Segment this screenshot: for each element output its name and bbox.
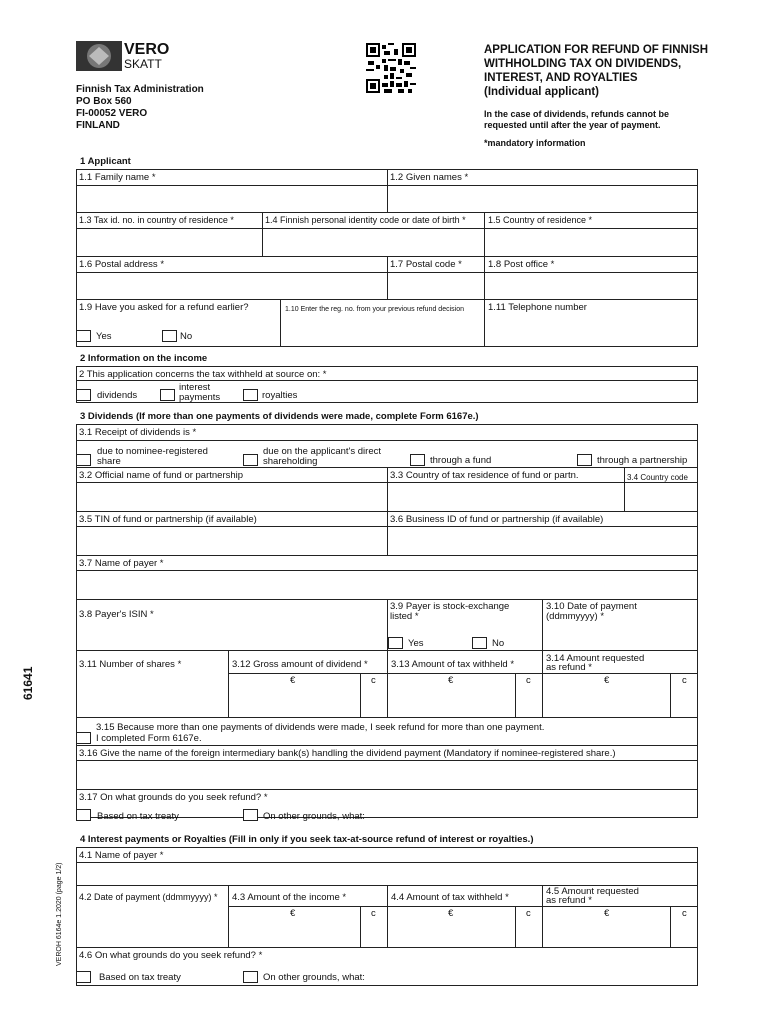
through-partnership-checkbox[interactable] xyxy=(577,454,592,466)
interest-requested-label-2: as refund * xyxy=(546,895,592,906)
withheld-euro-label: € xyxy=(448,675,454,686)
interest-other-grounds-label: On other grounds, what: xyxy=(263,972,365,983)
nominee-checkbox[interactable] xyxy=(76,454,91,466)
country-code-label: 3.4 Country code xyxy=(627,473,688,482)
interest-requested-euro-label: € xyxy=(604,908,610,919)
refund-note: requested until after the year of payment. xyxy=(484,120,661,130)
tin-label: 3.5 TIN of fund or partnership (if available) xyxy=(79,514,257,525)
interest-other-grounds-field[interactable] xyxy=(380,967,696,985)
withheld-amount-field[interactable] xyxy=(388,686,541,716)
interest-requested-field[interactable] xyxy=(543,919,697,946)
title-line: INTEREST, AND ROYALTIES xyxy=(484,72,638,84)
gross-euro-label: € xyxy=(290,675,296,686)
requested-euro-label: € xyxy=(604,675,610,686)
section-1-heading: 1 Applicant xyxy=(80,156,131,167)
interest-other-grounds-checkbox[interactable] xyxy=(243,971,258,983)
fund-name-field[interactable] xyxy=(77,483,386,510)
through-fund-label: through a fund xyxy=(430,455,492,466)
mandatory-note: *mandatory information xyxy=(484,138,586,148)
business-id-field[interactable] xyxy=(388,527,697,554)
tax-id-label: 1.3 Tax id. no. in country of residence * xyxy=(79,215,234,225)
business-id-label: 3.6 Business ID of fund or partnership (if available) xyxy=(390,514,604,525)
gross-amount-field[interactable] xyxy=(229,686,386,716)
personal-id-field[interactable] xyxy=(263,229,483,255)
interest-label: interest xyxy=(179,382,211,393)
listed-yes-label: Yes xyxy=(408,638,424,649)
multiple-payments-text: 3.15 Because more than one payments of dividends were made, I seek refund for more than one payment. xyxy=(96,722,545,733)
interest-tax-treaty-checkbox[interactable] xyxy=(76,971,91,983)
listed-yes-checkbox[interactable] xyxy=(388,637,403,649)
country-label: 1.5 Country of residence * xyxy=(488,215,593,225)
receipt-label: 3.1 Receipt of dividends is * xyxy=(79,427,197,438)
payment-date-field[interactable] xyxy=(543,622,697,649)
address-line: PO Box 560 xyxy=(76,96,132,107)
through-fund-checkbox[interactable] xyxy=(410,454,425,466)
section-3-heading: 3 Dividends (If more than one payments of dividends were made, complete Form 6167e.) xyxy=(80,411,479,422)
interest-withheld-cent-label: c xyxy=(526,908,531,919)
isin-field[interactable] xyxy=(77,600,386,649)
shares-field[interactable] xyxy=(77,674,227,716)
interest-payments-checkbox[interactable] xyxy=(160,389,175,401)
nominee-label: due to nominee-registered xyxy=(97,446,208,457)
logo-vero-text: VERO xyxy=(124,41,170,58)
payments-label: payments xyxy=(179,392,221,403)
interest-payer-label: 4.1 Name of payer * xyxy=(79,850,164,861)
interest-withheld-euro-label: € xyxy=(448,908,454,919)
direct-label: due on the applicant's direct xyxy=(263,446,382,457)
requested-amount-field[interactable] xyxy=(543,686,697,716)
gross-label: 3.12 Gross amount of dividend * xyxy=(232,659,368,670)
family-name-label: 1.1 Family name * xyxy=(79,172,156,183)
royalties-checkbox[interactable] xyxy=(243,389,258,401)
other-grounds-field[interactable] xyxy=(380,806,696,817)
income-cent-label: c xyxy=(371,908,376,919)
listed-no-label: No xyxy=(492,638,505,649)
postal-code-label: 1.7 Postal code * xyxy=(390,259,462,270)
multiple-payments-text-2: I completed Form 6167e. xyxy=(96,733,202,744)
refund-earlier-label: 1.9 Have you asked for a refund earlier? xyxy=(79,302,249,313)
income-amount-label: 4.3 Amount of the income * xyxy=(232,892,347,903)
given-names-field[interactable] xyxy=(388,186,697,211)
dividends-checkbox[interactable] xyxy=(76,389,91,401)
listed-label-2: listed * xyxy=(390,611,419,622)
interest-grounds-label: 4.6 On what grounds do you seek refund? * xyxy=(79,950,263,961)
requested-cent-label: c xyxy=(682,675,687,686)
payment-date-label-2: (ddmmyyyy) * xyxy=(546,611,605,622)
address-line: Finnish Tax Administration xyxy=(76,84,204,95)
intermediary-bank-label: 3.16 Give the name of the foreign intermediary bank(s) handling the dividend payment (Mandatory if nominee-registered share.) xyxy=(79,748,616,759)
refund-note: In the case of dividends, refunds cannot be xyxy=(484,109,670,119)
listed-no-checkbox[interactable] xyxy=(472,637,487,649)
nominee-label-2: share xyxy=(97,456,121,467)
interest-tax-treaty-label: Based on tax treaty xyxy=(99,972,181,983)
interest-date-field[interactable] xyxy=(77,906,227,946)
requested-label: 3.14 Amount requested xyxy=(546,653,645,664)
interest-requested-cent-label: c xyxy=(682,908,687,919)
reg-no-label: 1.10 Enter the reg. no. from your previous refund decision xyxy=(285,306,464,313)
vero-logo xyxy=(76,41,168,71)
earlier-yes-checkbox[interactable] xyxy=(76,330,91,342)
earlier-no-label: No xyxy=(180,331,193,342)
reg-no-field[interactable] xyxy=(281,316,483,346)
country-code-field[interactable] xyxy=(625,483,697,510)
form-6167e-checkbox[interactable] xyxy=(76,732,91,744)
interest-requested-label: 4.5 Amount requested xyxy=(546,886,639,897)
fund-country-field[interactable] xyxy=(388,483,623,510)
fund-country-label: 3.3 Country of tax residence of fund or partn. xyxy=(390,470,579,481)
form-code: VEROH 6164e 1.2020 (page 1/2) xyxy=(56,862,63,966)
interest-withheld-label: 4.4 Amount of tax withheld * xyxy=(391,892,509,903)
earlier-yes-label: Yes xyxy=(96,331,112,342)
withheld-cent-label: c xyxy=(526,675,531,686)
withheld-label: 3.13 Amount of tax withheld * xyxy=(391,659,515,670)
title-line: WITHHOLDING TAX ON DIVIDENDS, xyxy=(484,58,682,70)
interest-date-label: 4.2 Date of payment (ddmmyyyy) * xyxy=(79,892,218,902)
country-field[interactable] xyxy=(485,229,697,255)
address-line: FINLAND xyxy=(76,120,120,131)
title-line: (Individual applicant) xyxy=(484,86,600,98)
payer-name-field[interactable] xyxy=(77,571,697,598)
payment-date-label: 3.10 Date of payment xyxy=(546,601,637,612)
dividends-label: dividends xyxy=(97,390,138,401)
telephone-field[interactable] xyxy=(485,316,697,346)
income-amount-field[interactable] xyxy=(229,919,386,946)
form-number: 61641 xyxy=(21,666,35,700)
fund-name-label: 3.2 Official name of fund or partnership xyxy=(79,470,244,481)
interest-withheld-field[interactable] xyxy=(388,919,541,946)
direct-shareholding-checkbox[interactable] xyxy=(243,454,258,466)
tin-field[interactable] xyxy=(77,527,386,554)
grounds-label: 3.17 On what grounds do you seek refund? * xyxy=(79,792,268,803)
isin-label: 3.8 Payer's ISIN * xyxy=(79,609,154,620)
payer-name-label: 3.7 Name of payer * xyxy=(79,558,164,569)
intermediary-bank-field[interactable] xyxy=(77,761,697,788)
section-2-heading: 2 Information on the income xyxy=(80,353,208,364)
other-grounds-checkbox[interactable] xyxy=(243,809,258,821)
post-office-field[interactable] xyxy=(485,273,697,298)
section-4-heading: 4 Interest payments or Royalties (Fill in only if you seek tax-at-source refund of interest or royalties.) xyxy=(80,834,534,845)
postal-address-field[interactable] xyxy=(77,273,386,298)
gross-cent-label: c xyxy=(371,675,376,686)
family-name-field[interactable] xyxy=(77,186,386,211)
logo-skatt-text: SKATT xyxy=(124,57,162,71)
royalties-label: royalties xyxy=(262,390,298,401)
qr-code-icon xyxy=(366,43,416,93)
address-line: FI-00052 VERO xyxy=(76,108,148,119)
direct-label-2: shareholding xyxy=(263,456,318,467)
listed-label: 3.9 Payer is stock-exchange xyxy=(390,601,510,612)
telephone-label: 1.11 Telephone number xyxy=(488,302,587,313)
earlier-no-checkbox[interactable] xyxy=(162,330,177,342)
concerns-label: 2 This application concerns the tax withheld at source on: * xyxy=(79,369,327,380)
title-line: APPLICATION FOR REFUND OF FINNISH xyxy=(484,44,709,56)
other-grounds-label: On other grounds, what: xyxy=(263,811,365,822)
personal-id-label: 1.4 Finnish personal identity code or date of birth * xyxy=(265,215,466,225)
postal-code-field[interactable] xyxy=(388,273,483,298)
through-partnership-label: through a partnership xyxy=(597,455,688,466)
postal-address-label: 1.6 Postal address * xyxy=(79,259,165,270)
post-office-label: 1.8 Post office * xyxy=(488,259,555,270)
income-euro-label: € xyxy=(290,908,296,919)
tax-treaty-checkbox[interactable] xyxy=(76,809,91,821)
tax-treaty-label: Based on tax treaty xyxy=(97,811,179,822)
interest-payer-field[interactable] xyxy=(77,863,697,884)
tax-id-field[interactable] xyxy=(77,229,261,255)
given-names-label: 1.2 Given names * xyxy=(390,172,469,183)
shares-label: 3.11 Number of shares * xyxy=(79,659,182,670)
requested-label-2: as refund * xyxy=(546,662,592,673)
